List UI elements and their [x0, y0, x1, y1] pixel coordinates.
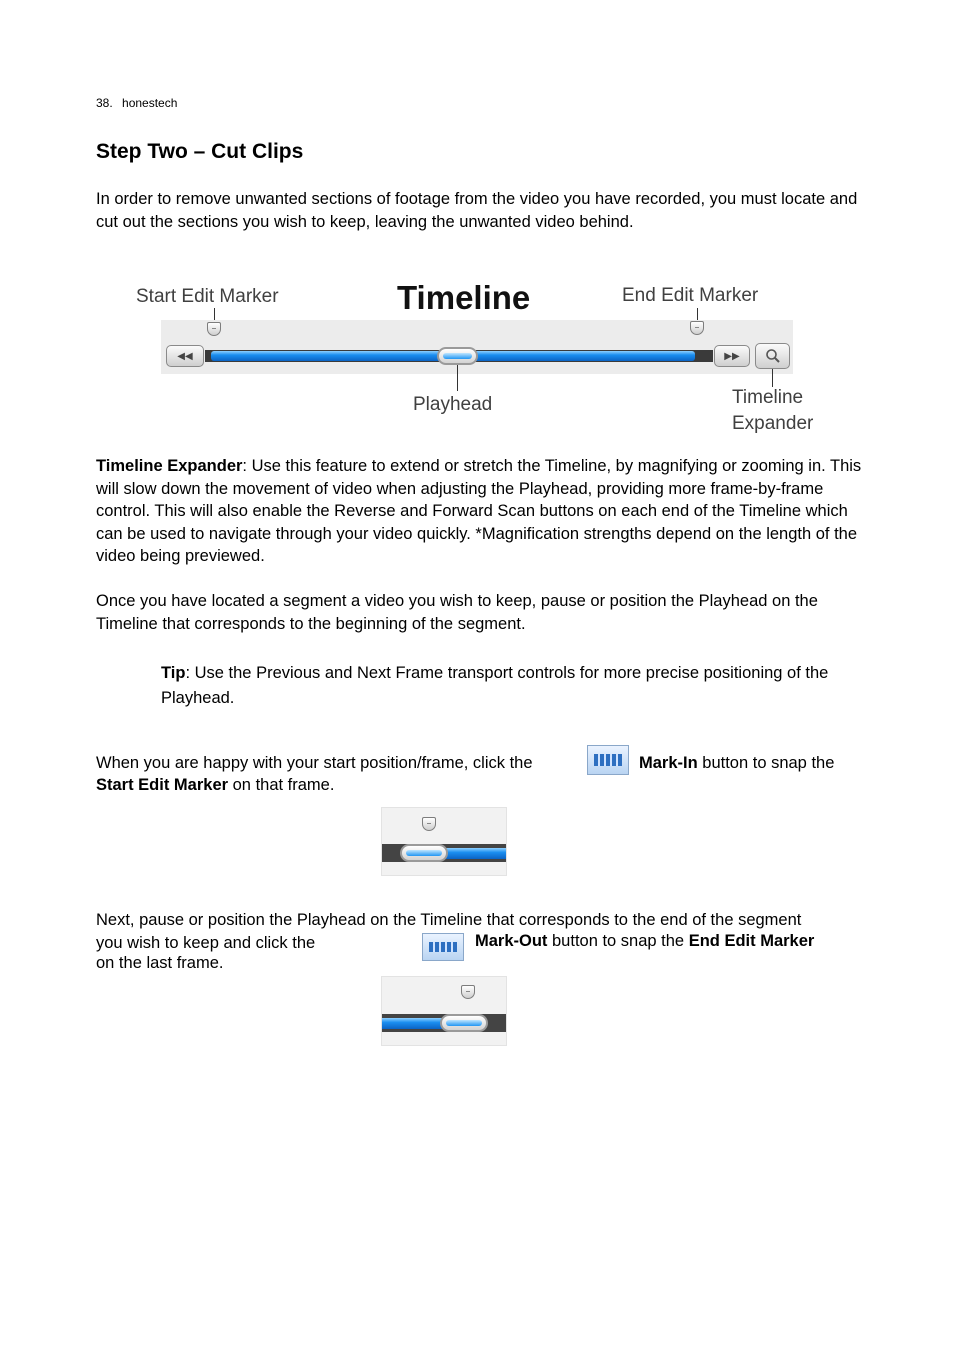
markin-text-after: on that frame. — [228, 776, 335, 794]
start-edit-marker-label: Start Edit Marker — [136, 286, 279, 307]
expander-term: Timeline Expander — [96, 457, 243, 475]
snippet2-playhead — [440, 1014, 488, 1032]
intro-paragraph: In order to remove unwanted sections of footage from the video you have recorded, you must locate and cut out the sections you wish to keep, leaving the unwanted video behind. — [96, 190, 858, 231]
markout-text-before: Next, pause or position the Playhead on the Timeline that corresponds to the end of the segment you wish to keep and click the — [96, 911, 802, 952]
start-edit-marker[interactable] — [207, 322, 221, 336]
playhead-grip — [443, 353, 472, 359]
markout-text-after: on the last frame. — [96, 954, 224, 972]
forward-scan-button[interactable] — [714, 345, 750, 367]
playhead-leader — [457, 365, 458, 391]
markin-marker-name: Start Edit Marker — [96, 776, 229, 794]
markin-text-before: When you are happy with your start position/frame, click the — [96, 754, 533, 772]
snippet-playhead-grip — [406, 850, 442, 856]
start-marker-leader — [214, 308, 215, 320]
markin-line1-right — [639, 754, 834, 773]
page-header — [96, 96, 177, 110]
tip-term: Tip — [161, 664, 186, 682]
expander-label-line2: Expander — [732, 413, 814, 434]
brand-name: honestech — [122, 96, 178, 110]
tip-paragraph — [161, 661, 861, 710]
timeline-expander-label — [732, 385, 813, 437]
fast-forward-icon: ▶▶ — [724, 350, 740, 362]
snippet2-playhead-grip — [446, 1020, 482, 1026]
locate-paragraph: Once you have located a segment a video you wish to keep, pause or position the Playhead on the Timeline that corresponds to the beginning of the segment. — [96, 592, 818, 633]
expander-label-line1: Timeline — [732, 387, 804, 408]
mark-in-icon[interactable] — [587, 745, 629, 775]
page-number: 38. — [96, 96, 113, 110]
playhead-label: Playhead — [413, 394, 493, 415]
reverse-scan-button[interactable] — [166, 345, 204, 367]
expander-text: : Use this feature to extend or stretch the Timeline, by magnifying or zooming in. This will slow down the movement of video when adjusting the Playhead, providing more frame-by-frame control. This will also enable the Reverse and Forward Scan buttons on each end of the Timeline which can be used to navigate through your video quickly. *Magnification strengths depend on the length of the video being previewed. — [96, 457, 862, 566]
expander-paragraph — [96, 455, 866, 568]
end-edit-marker-label: End Edit Marker — [622, 285, 759, 306]
markout-text-middle: button to snap the — [547, 932, 689, 950]
markin-line2 — [96, 776, 334, 795]
markin-text-middle: button to snap the — [697, 754, 835, 772]
end-marker-snap-image — [381, 976, 507, 1046]
mark-out-icon[interactable] — [422, 933, 464, 961]
section-title: Step Two – Cut Clips — [96, 140, 304, 163]
snippet-playhead — [400, 844, 448, 862]
markin-line1 — [96, 754, 533, 773]
markout-line2-right — [475, 932, 814, 951]
timeline-expander-button[interactable] — [755, 343, 790, 369]
markout-marker-name: End Edit Marker — [688, 932, 815, 950]
tip-text: : Use the Previous and Next Frame transport controls for more precise positioning of the Playhead. — [161, 664, 829, 707]
start-marker-snap-image — [381, 807, 507, 876]
end-edit-marker-snapped — [461, 985, 475, 999]
snippet-blue-bar — [442, 848, 506, 859]
markout-button-name: Mark-Out — [475, 932, 548, 950]
rewind-icon: ◀◀ — [177, 350, 193, 362]
markin-button-name: Mark-In — [639, 754, 698, 772]
markout-line3 — [96, 954, 223, 973]
magnifier-icon — [765, 348, 781, 364]
playhead[interactable] — [437, 347, 478, 365]
end-marker-leader — [697, 308, 698, 320]
end-edit-marker[interactable] — [690, 321, 704, 335]
start-edit-marker-snapped — [422, 817, 436, 831]
timeline-title: Timeline — [397, 279, 531, 316]
